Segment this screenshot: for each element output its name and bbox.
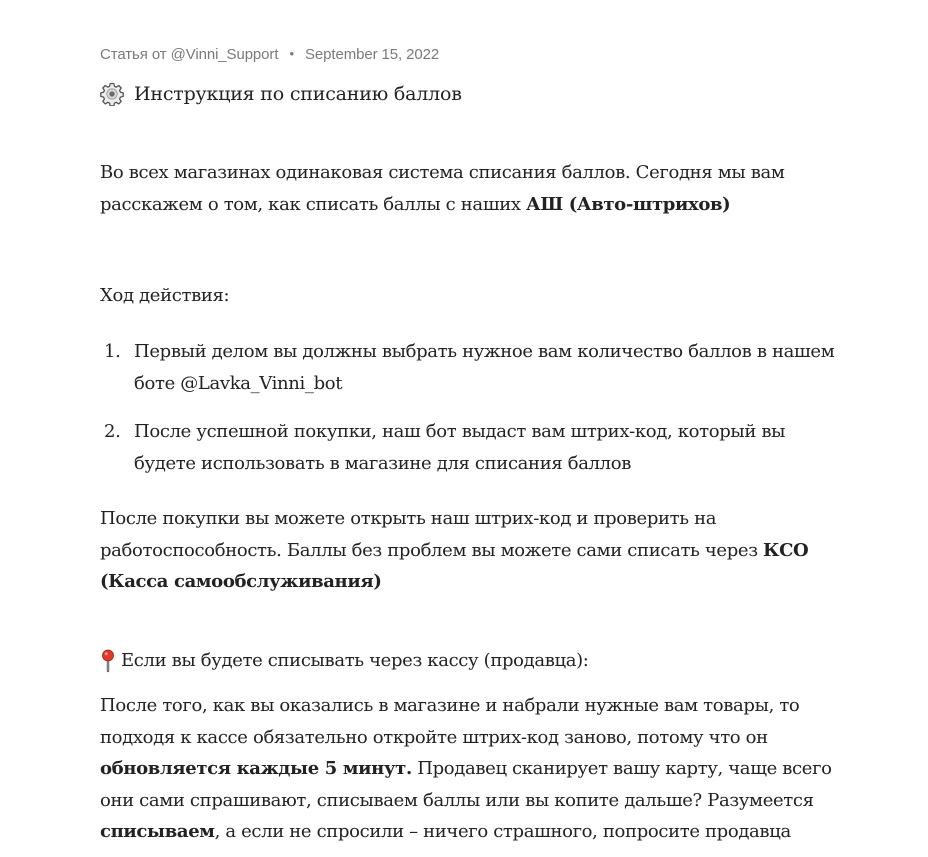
pushpin-icon (100, 649, 116, 673)
after-purchase-paragraph (100, 503, 870, 598)
list-number: 1. (104, 341, 121, 362)
list-item-line: боте @Lavka_Vinni_bot (134, 372, 343, 394)
bold-term: обновляется каждые 5 минут. (100, 758, 412, 779)
list-number: 2. (104, 421, 121, 442)
list-item (100, 416, 870, 479)
bold-term: КСО (763, 539, 809, 561)
intro-bold-term: АШ (Авто-штрихов) (526, 193, 731, 215)
article-title: Инструкция по списанию баллов (134, 83, 462, 105)
paragraph-text: Продавец сканирует вашу карту, чаще всего (411, 758, 832, 779)
bold-term: списываем (100, 821, 215, 842)
publish-date: September 15, 2022 (305, 46, 440, 63)
paragraph-text: , а если не спросили – ничего страшного, попросите продавца (214, 821, 791, 842)
intro-text: расскажем о том, как списать баллы с наших (100, 193, 527, 215)
intro-line: Во всех магазинах одинаковая система списания баллов. Сегодня мы вам (100, 162, 785, 183)
cashier-heading (100, 645, 870, 677)
paragraph-line: После покупки вы можете открыть наш штрих-код и проверить на (100, 508, 717, 529)
author-link[interactable]: @Vinni_Support (170, 46, 279, 63)
list-item (100, 336, 870, 399)
cashier-paragraph (100, 690, 870, 848)
paragraph-line (100, 816, 870, 848)
article-title-row (100, 82, 462, 106)
paragraph-line: они сами спрашивают, списываем баллы или вы копите дальше? Разумеется (100, 789, 814, 811)
paragraph-line: подходя к кассе обязательно откройте штрих-код заново, потому что он (100, 726, 768, 748)
author-prefix: Статья от (100, 46, 167, 63)
bold-term: (Касса самообслуживания) (100, 571, 382, 592)
paragraph-line (100, 753, 870, 785)
paragraph-line (100, 535, 870, 567)
cashier-heading-text: Если вы будете списывать через кассу (продавца): (121, 650, 589, 671)
steps-heading (100, 280, 870, 312)
list-item-line: Первый делом вы должны выбрать нужное вам количество баллов в нашем (134, 341, 835, 362)
gear-icon (100, 82, 124, 106)
intro-paragraph (100, 157, 870, 220)
steps-list (100, 336, 870, 479)
paragraph-line: После того, как вы оказались в магазине и набрали нужные вам товары, то (100, 695, 800, 716)
paragraph-line (100, 566, 870, 598)
list-item-line: После успешной покупки, наш бот выдаст вам штрих-код, который вы (134, 421, 786, 442)
article-meta (100, 46, 439, 63)
paragraph-text: работоспособность. Баллы без проблем вы можете сами списать через (100, 539, 764, 561)
meta-separator: • (289, 46, 294, 61)
steps-heading-text: Ход действия: (100, 285, 230, 306)
intro-line (100, 189, 870, 221)
list-item-line: будете использовать в магазине для списания баллов (134, 452, 632, 474)
